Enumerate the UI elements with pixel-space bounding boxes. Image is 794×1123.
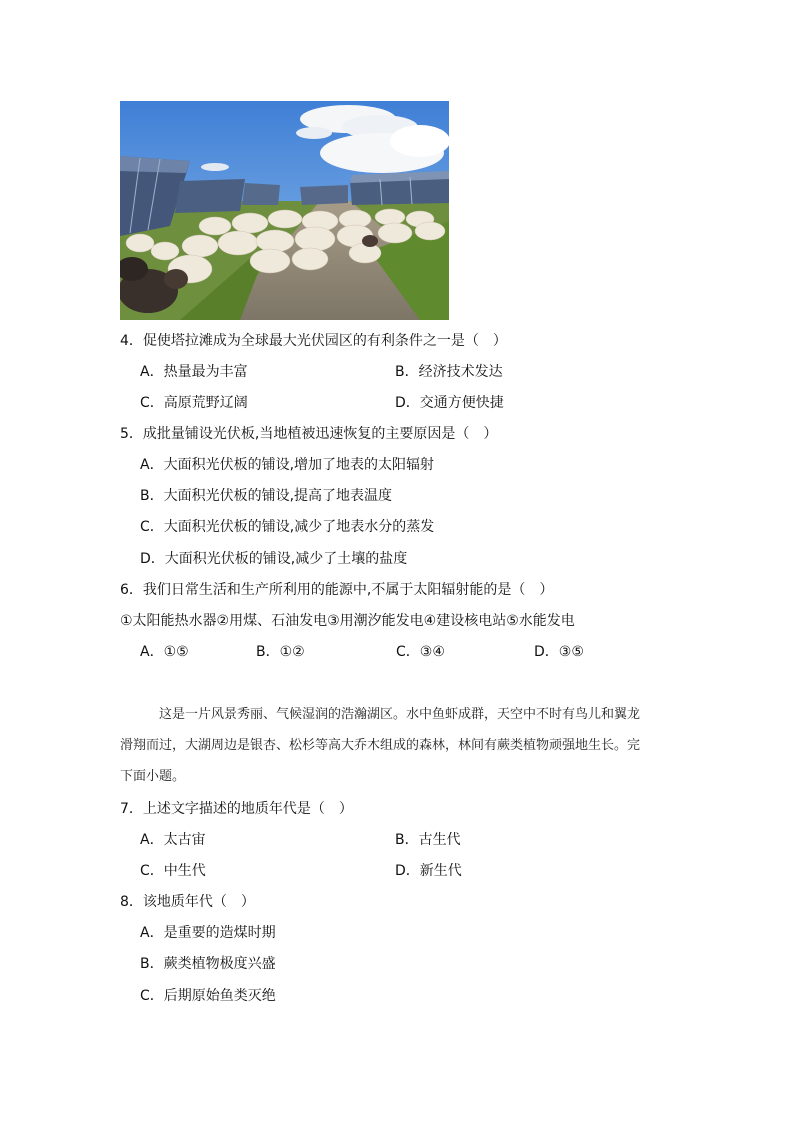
question-8-option-b: B．蕨类植物极度兴盛 <box>140 956 276 972</box>
question-6-option-b: B．①② <box>256 644 305 660</box>
question-7-option-d: D．新生代 <box>395 863 462 879</box>
question-5-option-c: C．大面积光伏板的铺设,减少了地表水分的蒸发 <box>140 519 435 535</box>
question-7-option-c: C．中生代 <box>140 863 206 879</box>
question-4-option-c: C．高原荒野辽阔 <box>140 395 248 411</box>
question-8-option-a: A．是重要的造煤时期 <box>140 925 276 941</box>
question-7-stem: 7．上述文字描述的地质年代是（ ） <box>120 801 353 817</box>
question-4-stem: 4．促使塔拉滩成为全球最大光伏园区的有利条件之一是（ ） <box>120 333 507 349</box>
question-4-option-a: A．热量最为丰富 <box>140 364 248 380</box>
question-8-stem: 8．该地质年代（ ） <box>120 894 255 910</box>
question-4-option-b: B．经济技术发达 <box>395 364 503 380</box>
question-5-stem: 5．成批量铺设光伏板,当地植被迅速恢复的主要原因是（ ） <box>120 426 498 442</box>
passage-line-3: 下面小题。 <box>120 769 186 784</box>
question-5-option-d: D．大面积光伏板的铺设,减少了土壤的盐度 <box>140 551 408 567</box>
question-4-option-d: D．交通方便快捷 <box>395 395 504 411</box>
question-6-option-c: C．③④ <box>396 644 445 660</box>
question-6-stem: 6．我们日常生活和生产所利用的能源中,不属于太阳辐射能的是（ ） <box>120 582 554 598</box>
question-6-items: ①太阳能热水器②用煤、石油发电③用潮汐能发电④建设核电站⑤水能发电 <box>120 613 575 629</box>
question-7-option-b: B．古生代 <box>395 832 461 848</box>
passage-line-1: 这是一片风景秀丽、气候湿润的浩瀚湖区。水中鱼虾成群，天空中不时有鸟儿和翼龙 <box>159 707 641 722</box>
question-5-option-b: B．大面积光伏板的铺设,提高了地表温度 <box>140 488 393 504</box>
question-8-option-c: C．后期原始鱼类灭绝 <box>140 988 276 1004</box>
question-6-option-d: D．③⑤ <box>534 644 584 660</box>
question-7-option-a: A．太古宙 <box>140 832 206 848</box>
solar-park-sheep-photo <box>120 101 449 320</box>
passage-line-2: 滑翔而过，大湖周边是银杏、松杉等高大乔木组成的森林，林间有蕨类植物顽强地生长。完 <box>120 738 641 753</box>
question-5-option-a: A．大面积光伏板的铺设,增加了地表的太阳辐射 <box>140 457 435 473</box>
question-6-option-a: A．①⑤ <box>140 644 189 660</box>
